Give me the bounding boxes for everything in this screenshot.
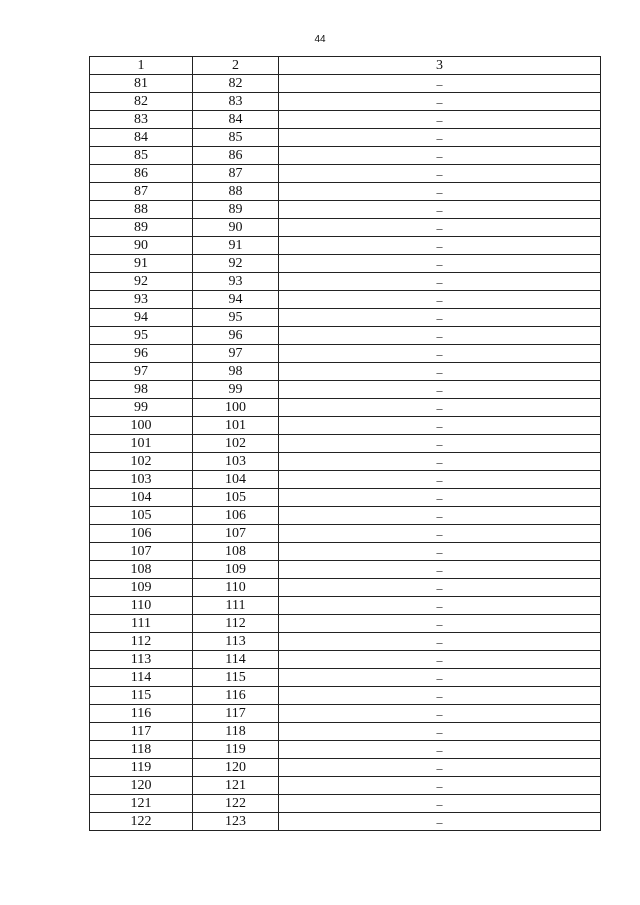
table-cell-col-1: 114	[90, 669, 193, 687]
table-cell-col-3: –	[279, 381, 601, 399]
table-cell-col-2: 113	[193, 633, 279, 651]
table-cell-col-1: 110	[90, 597, 193, 615]
table-cell-col-2: 102	[193, 435, 279, 453]
table-cell-col-1: 103	[90, 471, 193, 489]
table-cell-col-1: 109	[90, 579, 193, 597]
table-cell-col-2: 87	[193, 165, 279, 183]
table-cell-col-3: –	[279, 759, 601, 777]
table-cell-col-2: 104	[193, 471, 279, 489]
table-cell-col-2: 110	[193, 579, 279, 597]
table-cell-col-3: –	[279, 399, 601, 417]
table-cell-col-2: 103	[193, 453, 279, 471]
table-row	[90, 309, 601, 327]
table-cell-col-2: 91	[193, 237, 279, 255]
table-cell-col-1: 116	[90, 705, 193, 723]
table-cell-col-1: 94	[90, 309, 193, 327]
table-cell-col-2: 100	[193, 399, 279, 417]
table-row	[90, 327, 601, 345]
table-cell-col-3: –	[279, 417, 601, 435]
table-row	[90, 453, 601, 471]
table-cell-col-2: 119	[193, 741, 279, 759]
table-cell-col-2: 106	[193, 507, 279, 525]
table-cell-col-2: 96	[193, 327, 279, 345]
table-row	[90, 417, 601, 435]
table-cell-col-3: –	[279, 543, 601, 561]
table-cell-col-2: 117	[193, 705, 279, 723]
table-row	[90, 813, 601, 831]
table-cell-col-3: –	[279, 813, 601, 831]
table-cell-col-3: –	[279, 435, 601, 453]
table-cell-col-3: –	[279, 795, 601, 813]
table-cell-col-1: 115	[90, 687, 193, 705]
table-cell-col-1: 95	[90, 327, 193, 345]
table-row	[90, 777, 601, 795]
table-header	[90, 57, 601, 75]
table-cell-col-3: –	[279, 363, 601, 381]
table-cell-col-2: 89	[193, 201, 279, 219]
table-cell-col-1: 101	[90, 435, 193, 453]
table-cell-col-3: –	[279, 255, 601, 273]
table-cell-col-1: 86	[90, 165, 193, 183]
table-cell-col-2: 90	[193, 219, 279, 237]
table-cell-col-3: –	[279, 633, 601, 651]
page-number: 44	[314, 34, 326, 45]
table-cell-col-1: 97	[90, 363, 193, 381]
table-row	[90, 705, 601, 723]
table-cell-col-1: 121	[90, 795, 193, 813]
table-row	[90, 255, 601, 273]
table-cell-col-1: 102	[90, 453, 193, 471]
table-cell-col-3: –	[279, 705, 601, 723]
table-body	[90, 75, 601, 831]
table-cell-col-3: –	[279, 651, 601, 669]
table-cell-col-3: –	[279, 309, 601, 327]
table-cell-col-3: –	[279, 723, 601, 741]
table-row	[90, 129, 601, 147]
table-cell-col-3: –	[279, 147, 601, 165]
table-cell-col-2: 122	[193, 795, 279, 813]
table-cell-col-1: 92	[90, 273, 193, 291]
table-cell-col-2: 118	[193, 723, 279, 741]
table-row	[90, 561, 601, 579]
table-cell-col-2: 115	[193, 669, 279, 687]
table-cell-col-1: 108	[90, 561, 193, 579]
table-cell-col-1: 82	[90, 93, 193, 111]
table-row	[90, 759, 601, 777]
table-cell-col-1: 99	[90, 399, 193, 417]
table-row	[90, 381, 601, 399]
table-cell-col-3: –	[279, 669, 601, 687]
table-cell-col-1: 120	[90, 777, 193, 795]
table-cell-col-3: –	[279, 687, 601, 705]
table-row	[90, 651, 601, 669]
table-row	[90, 687, 601, 705]
table-cell-col-1: 100	[90, 417, 193, 435]
table-cell-col-2: 82	[193, 75, 279, 93]
table-cell-col-3: –	[279, 471, 601, 489]
table-cell-col-2: 84	[193, 111, 279, 129]
table-cell-col-1: 119	[90, 759, 193, 777]
table-cell-col-3: –	[279, 219, 601, 237]
table-cell-col-2: 86	[193, 147, 279, 165]
table-row	[90, 471, 601, 489]
table-cell-col-2: 85	[193, 129, 279, 147]
table-cell-col-2: 94	[193, 291, 279, 309]
table-cell-col-3: –	[279, 489, 601, 507]
data-table	[89, 56, 601, 831]
table-cell-col-1: 88	[90, 201, 193, 219]
table-cell-col-3: –	[279, 111, 601, 129]
table-cell-col-1: 89	[90, 219, 193, 237]
table-cell-col-1: 81	[90, 75, 193, 93]
table-cell-col-1: 105	[90, 507, 193, 525]
table-cell-col-2: 88	[193, 183, 279, 201]
table-cell-col-3: –	[279, 507, 601, 525]
table-cell-col-2: 107	[193, 525, 279, 543]
table-row	[90, 525, 601, 543]
table-row	[90, 75, 601, 93]
table-cell-col-3: –	[279, 453, 601, 471]
table-row	[90, 219, 601, 237]
table-row	[90, 633, 601, 651]
table-row	[90, 147, 601, 165]
column-header-2: 2	[193, 57, 279, 75]
table-cell-col-3: –	[279, 165, 601, 183]
table-row	[90, 741, 601, 759]
table-row	[90, 273, 601, 291]
table-header-row	[90, 57, 601, 75]
table-cell-col-2: 109	[193, 561, 279, 579]
table-cell-col-3: –	[279, 345, 601, 363]
table-cell-col-1: 111	[90, 615, 193, 633]
table-cell-col-1: 98	[90, 381, 193, 399]
table-cell-col-3: –	[279, 237, 601, 255]
table-cell-col-1: 104	[90, 489, 193, 507]
table-row	[90, 615, 601, 633]
table-cell-col-1: 106	[90, 525, 193, 543]
table-cell-col-1: 91	[90, 255, 193, 273]
table-cell-col-2: 97	[193, 345, 279, 363]
table-cell-col-2: 105	[193, 489, 279, 507]
table-cell-col-1: 87	[90, 183, 193, 201]
table-cell-col-3: –	[279, 741, 601, 759]
table-row	[90, 435, 601, 453]
table-row	[90, 165, 601, 183]
table-cell-col-3: –	[279, 525, 601, 543]
table-cell-col-3: –	[279, 777, 601, 795]
table-cell-col-1: 117	[90, 723, 193, 741]
column-header-3: 3	[279, 57, 601, 75]
table-cell-col-1: 96	[90, 345, 193, 363]
table-cell-col-2: 111	[193, 597, 279, 615]
table-row	[90, 237, 601, 255]
table-cell-col-1: 85	[90, 147, 193, 165]
table-row	[90, 507, 601, 525]
table-row	[90, 399, 601, 417]
table-cell-col-3: –	[279, 597, 601, 615]
table-cell-col-2: 95	[193, 309, 279, 327]
table-row	[90, 111, 601, 129]
table-cell-col-3: –	[279, 201, 601, 219]
table-row	[90, 723, 601, 741]
table-cell-col-3: –	[279, 75, 601, 93]
table-cell-col-2: 93	[193, 273, 279, 291]
table-cell-col-3: –	[279, 93, 601, 111]
table-cell-col-2: 121	[193, 777, 279, 795]
table-cell-col-1: 122	[90, 813, 193, 831]
table-cell-col-1: 83	[90, 111, 193, 129]
table-cell-col-1: 84	[90, 129, 193, 147]
table-cell-col-2: 112	[193, 615, 279, 633]
table-row	[90, 543, 601, 561]
column-header-1: 1	[90, 57, 193, 75]
table-row	[90, 363, 601, 381]
table-row	[90, 669, 601, 687]
table-cell-col-2: 120	[193, 759, 279, 777]
table-row	[90, 183, 601, 201]
table-row	[90, 795, 601, 813]
table-row	[90, 345, 601, 363]
table-cell-col-3: –	[279, 129, 601, 147]
table-cell-col-3: –	[279, 291, 601, 309]
table-cell-col-2: 98	[193, 363, 279, 381]
table-cell-col-3: –	[279, 183, 601, 201]
table-cell-col-3: –	[279, 579, 601, 597]
table-cell-col-1: 93	[90, 291, 193, 309]
table-row	[90, 201, 601, 219]
table-cell-col-3: –	[279, 273, 601, 291]
table-cell-col-2: 101	[193, 417, 279, 435]
table-row	[90, 489, 601, 507]
table-row	[90, 93, 601, 111]
table-row	[90, 579, 601, 597]
table-cell-col-2: 123	[193, 813, 279, 831]
table-cell-col-1: 107	[90, 543, 193, 561]
table-cell-col-2: 83	[193, 93, 279, 111]
table-cell-col-2: 114	[193, 651, 279, 669]
table-row	[90, 597, 601, 615]
table-cell-col-1: 113	[90, 651, 193, 669]
table-cell-col-2: 108	[193, 543, 279, 561]
table-cell-col-2: 99	[193, 381, 279, 399]
table-cell-col-1: 90	[90, 237, 193, 255]
table-cell-col-2: 116	[193, 687, 279, 705]
table-cell-col-1: 112	[90, 633, 193, 651]
table-cell-col-1: 118	[90, 741, 193, 759]
table-cell-col-3: –	[279, 327, 601, 345]
table-cell-col-3: –	[279, 615, 601, 633]
table-cell-col-2: 92	[193, 255, 279, 273]
table-row	[90, 291, 601, 309]
table-cell-col-3: –	[279, 561, 601, 579]
